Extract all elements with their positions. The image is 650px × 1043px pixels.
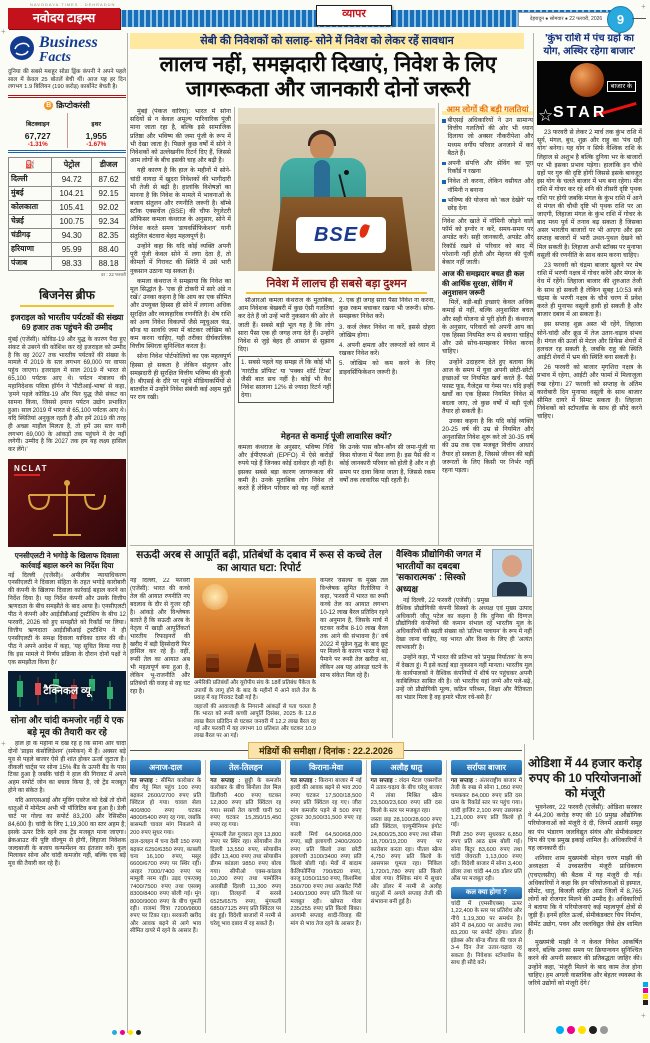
cisco-president-photo — [492, 549, 532, 597]
oil-caption: अमेरिकी प्रतिबंधों और यूरोपीय संघ के 18वें प्रतिबंध पैकेज के उपायों के लागू होने के बाद के महीनों में आने वाले तेल के प्रवाह में यह गिरावट देखी गई है। — [194, 680, 316, 701]
mars-planet-icon — [570, 63, 604, 97]
list-item — [442, 160, 533, 176]
mistake-text: अपनी संपत्ति और सेविंग का पूरा रिकॉर्ड न रखना — [447, 159, 533, 176]
diesel-cell: 88.18 — [92, 256, 126, 270]
mandi-col-header: सर्राफा बाजार — [451, 760, 522, 775]
petrol-cell: 98.33 — [52, 256, 92, 270]
table-row — [9, 214, 126, 228]
photo-person-shoulders — [497, 582, 527, 596]
table-row — [9, 256, 126, 270]
table-row — [9, 200, 126, 214]
mistake-text: निवेश तो करना, लेकिन वसीयत और नॉमिनी न बनाना — [447, 178, 533, 194]
greed-section — [238, 276, 435, 426]
bse-flame-icon — [358, 223, 370, 239]
nclat-headline: एनसीएलटी ने भगोड़े के खिलाफ दिवाला कार्रवाई बहाल करने का निर्देश दिया — [14, 551, 120, 570]
oil-barrel-icon — [206, 654, 219, 672]
divider — [130, 750, 248, 751]
lead-paragraph: मुंबई (पंकज वारिया): भारत में सोना सदियों से न केवल अमूल्य पारिवारिक पूंजी माना जाता रहा है, बल्कि इसे सामाजिक प्रतिष्ठा और भविष्य की जमा पूंजी के रूप में भी देखा जाता है। पिछले कुछ वर्षों में सोने ने निवेशकों को उल्लेखनीय रिटर्न दिए हैं, जिससे आम लोगों के बीच इसकी चाह और बढ़ी है। — [130, 108, 231, 165]
technical-headline: सोना और चांदी कमजोर नहीं ये एक बड़े मूव की तैयारी कर रहे — [10, 715, 124, 738]
greed-point: 5. जोखिम को कम करने के लिए डाइवर्सिफिकेशन जरूरी है। — [339, 360, 435, 376]
greed-point: 1. सबसे पहले यह समझ लें कि कोई भी 'गारंटीड प्रॉफिट' या 'पक्का शॉर्ट टिप्स' जैसी बात सच नहीं है। कोई भी वैध निवेश सालाना 12% से ज्यादा रिटर्न नहीं देगा। — [241, 359, 331, 400]
register-mark: + — [1, 27, 6, 36]
section-tab[interactable]: व्यापर — [316, 5, 392, 26]
photo-person-head — [502, 555, 522, 577]
astro-body — [537, 129, 642, 422]
mandi-col-grain — [130, 760, 201, 1033]
table-row — [9, 242, 126, 256]
column-rule — [524, 744, 525, 1033]
odisha-headline: ओडिशा में 44 हजार करोड़ रुपए की 10 परियोजनाओं को मंजूरी — [528, 756, 642, 800]
mandi-text: मूंगफली तेल गुजरात लूज 13,800 रुपए पर स्थिर रहा। सोयाबीन तेल दिल्ली 13,550 रुपए, सोयाबीन इंदौर 13,400 रुपए तथा सोयाबीन डीगम कांडला 9850 रुपए बोला गया। सीपीओ एक्स-कांडला 10,200 रुपए तथा पामोलिन आरबीडी दिल्ली 11,300 रुपए रहा। तिलहनों में सरसों 6525/6575 रुपए, मूंगफली 6850/7125 रुपए प्रति क्विंटल पर बंद हुई। विदेशी बाजारों में नरमी से घरेलू भाव दबाव में रह सकते हैं। — [210, 831, 282, 927]
mistakes-title: आम लोगों की बड़ी गलतियां — [442, 104, 533, 115]
table-row — [9, 186, 126, 200]
crypto-box — [8, 95, 126, 153]
mandi-columns — [130, 760, 522, 1033]
diesel-cell: 92.34 — [92, 214, 126, 228]
savings-paragraph: उनका कहना है कि यदि कोई व्यक्ति 20-25 वर्ष की उम्र से नियमित और अनुशासित निवेश शुरू करे तो 30-35 वर्ष की उम्र तक एक मजबूत वित्तीय आधार तैयार हो सकता है, जिससे जीवन की बड़ी जरूरतों के लिए किसी पर निर्भर नहीं रहना पड़ता। — [442, 417, 533, 475]
odisha-story — [528, 756, 642, 1024]
mandi-lead: गत सप्ताह : — [210, 778, 241, 784]
astro-paragraph: 26 फरवरी को बाजार मृगशिरा नक्षत्र के प्रभाव में रहेगा, आईटी और फार्मा में मिलाजुला रुख रहेगा। 27 फरवरी को सप्ताह के अंतिम कारोबारी दिन मुनाफा वसूली के साथ बाजार सीमित दायरे में सिमट सकता है। लिहाजा निवेशकों को स्टॉपलॉस के साथ ही सौदे करने चाहिए। — [537, 364, 642, 421]
epfo-title: मेहनत से कमाई पूंजी लावारिस क्यों? — [280, 431, 393, 441]
greed-intro-column — [238, 297, 334, 403]
oil-story — [130, 549, 388, 739]
mandi-col-header: किराना-मेवा — [290, 760, 361, 775]
crypto-title-row — [9, 100, 125, 111]
oil-image-column — [194, 578, 316, 739]
list-item — [442, 178, 533, 194]
business-facts-header — [8, 34, 126, 67]
crypto-name: इथर — [91, 120, 102, 128]
lead-body-column — [130, 108, 231, 544]
city-cell: पंजाब — [9, 256, 52, 270]
mandi-text: काली मिर्च 64,500/68,000 रुपए, बड़ी इलायची 2400/2600 रुपए प्रति किलो तथा छोटी इलायची 3100/3400 रुपए प्रति किलो बोली गई। मेवों में बादाम कैलिफोर्निया 790/820 रुपए, काजू 1050/1150 रुपए, किशमिश 350/700 रुपए तथा अखरोट गिरी 1400/1900 रुपए प्रति किलो पर मजबूत रही। खोपरा गोला 235/255 रुपए प्रति किलो बिका। आगामी सप्ताह शादी-विवाह की मांग से भाव तेज रहने के आसार हैं। — [290, 831, 362, 927]
cisco-paragraph: उन्होंने कहा, 'मैं भारत की प्रतिभा को 'प्रमुख निर्यातक' के रूप में देखता हूं। मैं इसे कतई बड़ा नुकसान नहीं मानता। भारतीय मूल के कार्यपालकों ने वैश्विक कंपनियों में शीर्ष पर पहुंचकर अपनी काबिलियत साबित की है। जो भारतीय यहां जन्मे और पले-बढ़े, उन्हें जो प्रौद्योगिकी मूल्य, कठिन परिश्रम, शिक्षा और नैतिकता का भंडार मिला है वह हमारे भीतर रचे-बसे हैं।' — [396, 655, 532, 701]
mandi-lead: गत सप्ताह : — [370, 778, 397, 784]
left-rail — [8, 34, 126, 1034]
lead-paragraph: यही कारण है कि हाल के महीनों में सोने-चांदी वायदा में खुदरा निवेशकों की भागीदारी भी तेजी से बढ़ी है। हालांकि विशेषज्ञों का मानना है कि निवेश के मामले में भावनाओं के बजाय संतुलन और रणनीति जरूरी है। बॉम्बे स्टॉक एक्सचेंज (BSE) की चीफ रेगुलेटरी ऑफिसर कमला कंथराज के अनुसार, सोने में निवेश करते समय 'डायवर्सिफिकेशन' यानी संतुलित बंटवारा बेहद महत्वपूर्ण है। — [130, 167, 231, 240]
paper-name: नवोदय टाइम्स — [8, 8, 120, 29]
technical-view-graphic — [8, 671, 126, 711]
astro-paragraph: 23 फरवरी से लेकर 2 मार्च तक कुंभ राशि में सूर्य, मंगल, बुध, शुक्र और राहु का 'पंच ग्रही योग' बनेगा। यह योग न सिर्फ वैश्विक राशि के लिहाज से अशुभ है बल्कि दुनिया भर के बाजारों पर भी इसका प्रभाव पड़ेगा। हालांकि इन चौथे ग्रहों पर गुरु की दृष्टि होगी जिससे इसके बावजूद इस योग के चलते बाजार में भय बना रहेगा। मीन राशि में गोचर कर रहे शनि की तीसरी दृष्टि पृथक राशि पर होगी जबकि मंगल के कुंभ राशि में आने से मंगल की चौथी दृष्टि भी पृथक राशि पर आ जाएगी, लिहाजा मंगल के कुंभ राशि में गोचर के बाद मध्य पूर्व में तनाव बढ़ सकता है जिसका असर भारतीय बाजारों पर भी आएगा और इस सप्ताह बाजारों में भारी उथल-पुथल देखने को मिल सकती है। लिहाजा अभी स्टॉक्स पर मुनाफा वसूली की रणनीति के साथ काम करना चाहिए। — [537, 129, 642, 259]
greed-point-box — [238, 356, 334, 403]
greed-point: 2. एक ही जगह सारा पैसा निवेश ना करना, कुछ रकम बचाकर रखना भी जरूरी। सोच-समझकर निवेश करें। — [339, 297, 435, 321]
petrol-cell: 94.72 — [52, 172, 92, 186]
petrol-cell: 105.41 — [52, 200, 92, 214]
city-cell: चंडीगढ़ — [9, 228, 52, 242]
microphone-icon — [344, 170, 349, 175]
bullet-square-icon — [442, 180, 446, 184]
scales-of-justice-icon — [8, 477, 126, 547]
petrol-cell: 94.30 — [52, 228, 92, 242]
bazaar-ke-label: बाजार के — [607, 81, 636, 92]
crypto-change: -1.67% — [86, 140, 107, 148]
oil-column-3: केप्लर 'वेसल्स' के मुख्य तेल विश्लेषक सुमित रितोलिया ने कहा, 'फरवरी में भारत का रूसी कच्चे तेल का आयात लगभग 10-12 लाख बैरल प्रतिदिन रहने का अनुमान है, जिसके मार्च में घटकर करीब 8-10 लाख बैरल तक आने की संभावना है।' वर्ष 2022 में यूक्रेन युद्ध के बाद छूट पर मिलने के कारण भारत ने बड़े पैमाने पर रूसी तेल खरीदा था, लेकिन अब यह आंकड़ा घटने के साफ संकेत मिल रहे हैं। — [320, 578, 388, 680]
mandi-text: गिन्नी 250 रुपए सुधरकर 6,850 रुपए प्रति आठ ग्राम बोली गई। सोना बिटुर 83,600 रुपए तथा चांदी जेवराती 1,13,000 रुपए रही। विदेशी बाजार में सोना 3,400 डॉलर तथा चांदी 44.05 डॉलर प्रति औंस पर मजबूत रही। — [450, 831, 522, 883]
technical-paragraph: यदि आरएसआई और मूविंग एवरेज को देखें तो दोनों धातुओं में मोमेंटम अभी भी पॉजिटिव बना हुआ है। डेली चार्ट पर गोल्ड का सपोर्ट 83,200 और रेसिस्टेंस 84,600 है। चांदी के लिए 1,19,300 का स्तर अहम है; इसके ऊपर टिके रहने तक ट्रेंड मजबूत माना जाएगा। ब्रेकआउट की पुष्टि वॉल्यूम से होगी, लिहाजा निवेशक जल्दबाजी के बजाय कन्फर्मेशन का इंतजार करें। कुल मिलाकर सोना और चांदी कमजोर नहीं, बल्कि एक बड़े मूव की तैयारी कर रहे हैं। — [8, 798, 126, 868]
crypto-value: 67,727 — [24, 130, 51, 141]
business-brief-title: बिजनेस ब्रीफ — [20, 286, 114, 307]
epfo-section — [238, 430, 435, 544]
nclat-image-accent — [14, 474, 40, 476]
glow-decoration — [202, 584, 228, 610]
table-row — [9, 172, 126, 186]
register-mark: + — [641, 1011, 646, 1020]
bse-logo-panel — [296, 217, 386, 253]
petrol-cell: 100.75 — [52, 214, 92, 228]
star-label: STAR — [553, 104, 608, 121]
mandi-text: लंदन मेटल एक्सचेंज में उतार-चढ़ाव के बीच घरेलू बाजार में तांबा मिश्रित स्क्रैप 23,500/23,600 रुपए प्रति दस किलो के स्तर पर मजबूत रहा। — [370, 778, 442, 814]
greed-point: 4. अपनी क्षमता और जरूरतों को ध्यान में रखकर निवेश करें। — [339, 341, 435, 358]
nclat-image-label: NCLAT — [14, 464, 49, 474]
column-rule — [392, 550, 393, 738]
lead-paragraph: सोना निवेश पोर्टफोलियो का एक महत्वपूर्ण हिस्सा हो सकता है लेकिन संतुलन और समझदारी ही सुरक्षित वित्तीय भविष्य की कुंजी है। बीएसई के दौरे पर पहुंचे मीडियाकर्मियों से बातचीत में उन्होंने निवेश संबंधी कई अहम मुद्दों पर राय रखी। — [130, 353, 231, 402]
bullet-square-icon — [442, 162, 446, 166]
mandi-bar — [130, 742, 522, 759]
cisco-body — [396, 598, 532, 703]
astro-column — [537, 33, 642, 740]
business-facts-subtitle: Facts — [39, 50, 71, 65]
technical-paragraph: हाल ही के महीनों में देख रहे हैं कि सोना और चांदी दोनों 'प्राइस कंसोलिडेशन' (समेकन) में हैं। अक्सर बड़े मूव से पहले बाजार ऐसे ही शांत होकर ऊर्जा जुटाता है। वीकली चार्ट्स पर सोना 15% बैंड के ऊपरी बैंड के पास टिका हुआ है जबकि चांदी ने हाल की गिरावट में अपने अहम सपोर्ट जोन का बचाव किया है, जो ट्रेंड मजबूत होने का संकेत है। — [8, 740, 126, 795]
fuel-pump-icon: ⛽ — [9, 157, 52, 172]
greed-intro: सीआरओ कमला कंथराज के मुताबिक, आम निवेशक बेखबरी में कुछ ऐसी गलतियां कर देते हैं जो उन्हें भारी नुकसान की ओर ले जाती हैं। सबसे बड़ी भूल यह है कि लोग सारा पैसा एक ही जगह लगा देते हैं। उन्होंने निवेश से जुड़े बेहद ही आसान से सुझाव दिए। — [238, 297, 334, 354]
crypto-name: बिटक्वाइन — [25, 120, 50, 128]
fuel-col-petrol: पेट्रोल — [52, 157, 92, 172]
fuel-price-table — [8, 157, 126, 271]
petrol-cell: 104.21 — [52, 186, 92, 200]
astro-headline: 'कुंभ राशि में पंच ग्रहों का योग, अस्थिर रहेगा बाजार' — [543, 33, 636, 57]
dateline: देहरादून ● सोमवार ● 22 फरवरी, 2026 — [518, 12, 614, 27]
column-rule — [438, 103, 439, 545]
list-item — [442, 197, 533, 213]
astro-paragraph: इस सप्ताह शुक्र अस्त भी रहेंगे, लिहाजा सोने-चांदी और क्रूड में तेज उतार-चढ़ाव संभव है। मंगल की ऊर्जा से मेटल और डिफेंस शेयरों में हलचल रह सकती है, जबकि राहु की स्थिति आईटी शेयरों में भ्रम की स्थिति बना सकती है। — [537, 321, 642, 362]
mandi-text: किराना बाजार में नई हल्दी की आवक बढ़ने से भाव 200 रुपए घटकर 17,500/18,500 रुपए प्रति क्विंटल रह गए। जीरा मांग कमजोर पड़ने से 500 रुपए टूटकर 30,500/31,500 रुपए रह गया। — [290, 778, 362, 829]
mandi-text: दाल-दलहन में चना देसी 150 रुपए बढ़कर 6250/6350 रुपए, काबली चना 16,100 रुपए, मसूर 6600/6700 रुपए पर स्थिर रही। अरहर 7000/7400 रुपए पर मामूली नरम रही। उड़द एफएक्यू 7400/7500 रुपए तथा एसक्यू 8300/8400 रुपए बोली गई। मूंग 8000/9000 रुपए के बीच घूमती रही। राजमां चित्रा 7200/9800 रुपए पर टिका रहा। सरकारी खरीद और आवक बढ़ने से आगे भाव सीमित दायरे में रहने के आसार हैं। — [130, 839, 202, 935]
odisha-paragraph: शनिवार शाम मुख्यमंत्री मोहन चरण माझी की अध्यक्षता में उच्चस्तरीय मंजूरी प्राधिकरण (एचएलसीए) की बैठक में यह मंजूरी दी गई। अधिकारियों ने कहा कि इन परियोजनाओं से इस्पात, सीमेंट, धातु, बिजली सहित आठ जिलों में 8,765 लोगों को रोजगार मिलने की उम्मीद है। अधिकारियों ने बताया कि ये परियोजनाएं कई महत्वपूर्ण क्षेत्रों से जुड़ी हैं। इनमें हरित ऊर्जा, सेमीकंडक्टर चिप निर्माण, सीमेंट उद्योग, पवन और जलविद्युत जैसे क्षेत्र शामिल हैं। — [528, 855, 642, 936]
bazaar-ke-star-graphic — [537, 61, 642, 125]
crypto-title: क्रिप्टोकरंसी — [56, 100, 90, 110]
bullet-square-icon — [442, 119, 446, 123]
city-cell: मुंबई — [9, 186, 52, 200]
list-item — [442, 117, 533, 158]
tomorrow-forecast-header: कल क्या होगा ? — [451, 887, 522, 899]
technical-view-label: टैक्निकल व्यू — [43, 685, 91, 698]
divider — [404, 750, 522, 751]
oil-headline: सऊदी अरब से आपूर्ति बढ़ी, प्रतिबंधों के दबाव में रूस से कच्चे तेल का आयात घटा: रिपोर्ट — [136, 549, 382, 575]
cisco-story — [396, 549, 532, 739]
crypto-item — [67, 113, 126, 148]
city-cell: कोलकाता — [9, 200, 52, 214]
fuel-table-note: दर : 22 फरवरी — [100, 271, 126, 277]
masthead-microtext: NAVODAYA TIMES . DEHRADUN — [30, 2, 116, 7]
color-registration-dots — [112, 1030, 141, 1035]
odisha-body — [528, 804, 642, 988]
oil-barrel-icon — [268, 650, 281, 668]
lead-paragraph: उन्होंने कहा कि यदि कोई व्यक्ति अपनी पूरी पूंजी केवल सोने में लगा देता है, तो कीमतों में गिरावट की स्थिति में उसे भारी नुकसान उठाना पड़ सकता है। — [130, 243, 231, 275]
technical-body — [8, 741, 126, 1034]
cisco-paragraph: नई दिल्ली, 22 फरवरी (एजेंसी) : प्रमुख वैश्विक प्रौद्योगिकी कंपनी सिस्को के अध्यक्ष एवं मुख्य उत्पाद अधिकारी जीतू पटेल का कहना है कि दुनिया की दिग्गज प्रौद्योगिकी कंपनियों की कमान संभाल रहे भारतीय मूल के अधिकारियों की बढ़ती संख्या को 'प्रतिभा पलायन' के रूप में नहीं देखा जाना चाहिए, यह भारत और विश्व के लिए ही 'अत्यंत लाभकारी' है। — [396, 597, 532, 652]
table-row — [9, 228, 126, 242]
mandi-col-header: अनाज-दाल — [130, 760, 201, 775]
mandi-col-header: अलौह धातु — [371, 760, 442, 775]
city-cell: चेन्नई — [9, 214, 52, 228]
lead-paragraph: कमला कंथराज ने समझाया कि निवेश का मूल सिद्धांत है- 'एक ही टोकरी में सारे अंडे न रखें।' उनका कहना है कि आय का एक सीमित और उपयुक्त हिस्सा ही सोने में लगाना अधिक सुरक्षित और व्यावहारिक रणनीति है। शेष राशि को अन्य निवेश विकल्पों जैसे म्यूचुअल फंड, बॉन्ड या सावधि जमा में बांटकर जोखिम को कम करना चाहिए, यही तरीका दीर्घकालिक वित्तीय स्थिरता सुनिश्चित करता है। — [130, 277, 231, 351]
lead-kicker: सेबी की निवेशकों को सलाह- सोने में निवेश को लेकर रहें सावधान — [130, 33, 524, 49]
mandi-text: छुट्टी के कमजोर कारोबार के बीच बिनौला तेल मिल डिलीवरी 400 रुपए घटकर 12,800 रुपए प्रति क्विंटल रह गया। सरसों तेल कच्ची घानी 50 रुपए घटकर 15,350/15,450 रुपए रह गया। — [210, 778, 282, 829]
fuel-col-diesel: डीजल — [92, 157, 126, 172]
mistakes-column — [442, 104, 533, 544]
bullet-square-icon — [442, 199, 446, 203]
mistake-text: भविष्य की योजना को 'कल देखेंगे' पर छोड़ देना — [447, 196, 533, 212]
tomorrow-forecast-body: चांदी में (एमसीएक्स) ऊपर 1,22,400 के स्तर पर प्रतिरोध और नीचे 1,19,300 पर समर्थन है। सोने में 84,600 पर अवरोध तथा 83,200 पर सपोर्ट रहेगा। डॉलर इंडेक्स और बॉन्ड यील्ड की चाल से 3-4 दिन तेज उतार-चढ़ाव रह सकता है। निवेशक स्टॉपलॉस के साथ ही सौदे करें। — [450, 900, 522, 966]
crypto-value: 1,955 — [85, 130, 107, 141]
diesel-cell: 92.02 — [92, 200, 126, 214]
oil-barrel-icon — [286, 654, 299, 672]
diesel-cell: 87.62 — [92, 172, 126, 186]
cmyk-strip — [643, 982, 648, 1005]
register-mark: + — [641, 2, 646, 11]
column-rule — [234, 107, 235, 545]
greed-points-column — [339, 297, 435, 403]
brief-body: मुंबई (एजेंसी)। कोविड-19 और युद्ध के कारण पैदा हुए संकट से उबरने की कोशिश कर रहे इजराइल को उम्मीद है कि वह 2027 तक भारतीय पर्यटकों की संख्या के मामले में 2019 के स्तर लगभग 69,000 पर वापस पहुंच जाएगा। इजराइल में साल 2019 में भारत से 65,100 पर्यटक आए थे। पर्यटन मंत्रालय की महानिदेशक पवित्रा हॉर्गन ने 'पीटीआई-भाषा' से कहा, 'हमने पहले कोविड-19 और फिर युद्ध जैसे संकट का सामना किया, जिससे हमारा पर्यटन उद्योग प्रभावित हुआ। साल 2019 में भारत से 65,100 पर्यटक आए थे। यदि स्थितियां अनुकूल रहती हैं और हमें 2019 की तरह ही अच्छा माहौल मिलता है, तो हमें उस स्तर यानी लगभग 69,000 के आंकड़ों तक पहुंचने में देर नहीं लगेगी। उम्मीद है कि 2027 तक हम यह लक्ष्य हासिल कर लेंगे।' — [8, 336, 126, 454]
color-registration-dots — [556, 1026, 608, 1034]
column-rule — [127, 33, 128, 1033]
mandi-lead: गत सप्ताह : — [450, 778, 478, 784]
odisha-paragraph: मुख्यमंत्री माझी ने न केवल निवेश आकर्षित करने, बल्कि उनका समय पर क्रियान्वयन सुनिश्चित करने की अपनी सरकार की प्रतिबद्धता जाहिर की। उन्होंने कहा, 'मंजूरी मिलने के बाद काम तेज होना चाहिए। हम अगली वास्तविक और बेहतर व्यवस्था के जरिये उद्योगों को मंजूरी देंगे।' — [528, 939, 642, 987]
bitcoin-icon: B — [46, 101, 52, 109]
header-rule — [632, 18, 646, 19]
nclat-body: नई दिल्ली (एजेंसी)। अपीलीय न्यायाधिकरण एनसीएलटी ने दिवाला संहिता के तहत भगोड़े कारोबारी की कंपनी के खिलाफ दिवाला कार्रवाई बहाल करने का निर्देश दिया है। यह निर्देश कंपनी और उसके वित्तीय ऋणदाता के बीच समझौते के बाद आया है। एनसीएलटी पीठ ने कंपनी और आईडीबीआई ट्रस्टीशिप के बीच 12 फरवरी, 2026 को हुए समझौते को रिकॉर्ड पर लिया। वित्तीय ऋणदाता आईडीबीआई ट्रस्टीशिप ने ही एनसीएलटी के समक्ष दिवाला याचिका दायर की थी। पीठ ने अपने आदेश में कहा, 'यह सूचित किया गया है कि इस मामले में निर्णय प्रक्रिया के दौरान दोनों पक्षों ने एक समझौता किया है।' — [8, 572, 126, 666]
business-facts-title: Business — [39, 34, 98, 51]
city-cell: हरियाणा — [9, 242, 52, 256]
savings-paragraph: उन्होंने उदाहरण देते हुए बताया कि आज के समय में युवा अपनी छोटी-छोटी इच्छाओं पर नियमित खर्च करते हैं- पैसे फास्ट फूड, गैजेट्स या गेम्स पर। यदि इन्हीं खर्चों का एक हिस्सा नियमित निवेश में बदला जाए, तो कुछ वर्षों में बड़ी पूंजी तैयार हो सकती है। — [442, 358, 533, 415]
oil-column-1: नई दिल्ली, 22 फरवरी (एजेंसी): भारत की कच्चे तेल की आयात रणनीति नए बदलाव के दौर से गुजर रही है। आंकड़े और विश्लेषक बताते हैं कि सऊदी अरब के नेतृत्व में खाड़ी आपूर्तिकर्ता भारतीय रिफाइनरों की खरीद में बड़ी हिस्सेदारी फिर हासिल कर रहे हैं। वहीं, रूसी तेल का आयात अब भी महत्वपूर्ण बना हुआ है, लेकिन भू-राजनीति और प्रतिबंधों की वजह से वह घट रहा है। — [130, 578, 190, 695]
oil-column-2: जहाजों की आवाजाही के निगरानी आंकड़ों से पता चलता है कि भारत को रूसी कच्ची आपूर्ति दिसंबर, 2025 के 12.8 लाख बैरल प्रतिदिन से घटकर जनवरी में 12.2 लाख बैरल रह गई और फरवरी में यह लगभग 10 प्रतिशत और घटकर 10.9 लाख बैरल पर आ गई। — [194, 704, 316, 739]
section-rule — [130, 545, 533, 546]
nclat-image — [8, 459, 126, 547]
star-icon: ☆ — [538, 106, 554, 125]
diesel-cell: 92.15 — [92, 186, 126, 200]
photo-person-head — [310, 134, 334, 160]
mandi-text: अंतरराष्ट्रीय बाजार में तेजी के रुख से सोना 1,050 रुपए चमककर 84,000 रुपए प्रति दस ग्राम के रिकॉर्ड स्तर पर पहुंच गया। चांदी हाजिर 2,100 रुपए उछलकर 1,21,000 रुपए प्रति किलो हो गई। — [450, 778, 522, 829]
brief-headline: इजराइल को भारतीय पर्यटकों की संख्या 69 हजार तक पहुंचने की उम्मीद — [10, 312, 124, 333]
register-mark: + — [1, 739, 6, 748]
mandi-text: जस्ता छड़ 28,100/28,600 रुपए प्रति क्विंटल, एल्युमीनियम इंगोट 24,800/25,300 रुपए तथा सीसा 18,700/19,200 रुपए पर कारोबार करता रहा। पीतल स्क्रैप 4,750 रुपए प्रति किलो के आसपास घूमता रहा। निकिल 1,720/1,780 रुपए प्रति किलो बोला गया। वैश्विक मांग में सुधार और डॉलर में नरमी से अलौह धातुओं में अगले सप्ताह तेजी की संभावना बनी हुई है। — [370, 817, 442, 905]
column-rule — [533, 33, 534, 740]
lead-headline: लालच नहीं, समझदारी दिखाएं, निवेश के लिए जागरूकता और जानकारी दोनों जरूरी — [159, 53, 497, 102]
petrol-cell: 95.99 — [52, 242, 92, 256]
mandi-lead: गत सप्ताह : — [290, 778, 317, 784]
oil-illustration — [194, 578, 316, 678]
lead-photo — [238, 108, 435, 271]
crypto-item — [9, 113, 67, 148]
crypto-change: -1.31% — [27, 140, 48, 148]
mandi-col-metals — [366, 760, 442, 1033]
business-fact-text: दुनिया की सबसे मशहूर सोडा ड्रिंक कंपनी ने अपने पहले साल में केवल 25 बोतलें बेची थीं। आज यह हर दिन लगभग 1.9 बिलियन (190 करोड़) कार्बोनेट बेचती है। — [8, 69, 126, 91]
cisco-headline: वैश्विक प्रौद्योगिकी जगत में भारतीयों का दबदबा 'सकारात्मक' : सिस्को अध्यक्ष — [396, 549, 481, 595]
epfo-body: कमला कंथराज के अनुसार, भविष्य निधि और ईपीएफओ (EPFO) में ऐसे करोड़ों रुपये पड़े हैं जिनका कोई दावेदार ही नहीं है। इसका सबसे बड़ा कारण जागरूकता की कमी है। उनके मुताबिक लोग निवेश तो करते हैं लेकिन परिवार को यह नहीं बताते कि उनके पास कौन-कौन सी जमा-पूंजी या किस योजना में पैसा लगा है। इस पैसे की न कोई जानकारी परिवार को होती है और न ही समय पर दावा किया जाता है, जिससे रकम वर्षों तक लावारिस पड़ी रहती है। — [238, 444, 435, 492]
mistake-text: बीएसई अधिकारियों ने उन सामान्य वित्तीय गलतियों की ओर भी ध्यान दिलाया जो अक्सर नौकरीपेशा और मध्यम वर्गीय परिवार अनजाने में कर बैठते हैं। — [447, 117, 533, 157]
mandi-lead: गत सप्ताह : — [130, 778, 158, 784]
photo-backdrop — [238, 108, 435, 124]
savings-body — [442, 299, 533, 475]
brain-icon — [8, 34, 36, 67]
nominee-note: निवेश और खाते में नॉमिनी जोड़ने वाले फॉर्म को इग्नोर न करें, समय-समय पर अपडेट करें। सही जानकारी, अपडेट और रिकॉर्ड रखने से परिवार को बाद में परेशानी नहीं होती और मेहनत की पूंजी बेकार नहीं जाती। — [442, 215, 533, 267]
mandi-text: सीमित कारोबार के बीच गेहूं मिल पहुंच 100 रुपए बढ़कर 2600/2700 रुपए प्रति क्विंटल हो गया। चावल सेला 400/800 रुपए घटकर 4800/5400 रुपए रह गया, जबकि बासमती चावल मांग निकलने से 200 रुपए सुधर गया। — [130, 778, 202, 836]
savings-title: आज की समझदार बचत ही कल की आर्थिक सुरक्षा, सेविंग में अनुशासन जरूरी — [442, 269, 525, 297]
greed-title: निवेश में लालच ही सबसे बड़ा दुश्मन — [246, 276, 427, 294]
mandi-col-grocery — [285, 760, 361, 1033]
diesel-cell: 88.40 — [92, 242, 126, 256]
oil-derrick-icon — [246, 642, 264, 672]
bse-logo-text: BSE — [313, 223, 359, 246]
greed-point: 3. कर्ज लेकर निवेश ना करें, इससे दोहरा जोखिम होगा। — [339, 323, 435, 339]
odisha-paragraph: भुवनेश्वर, 22 फरवरी (एजेंसी): ओडिशा सरकार ने 44,200 करोड़ रुपए की 10 प्रमुख औद्योगिक परियोजनाओं को मंजूरी दे दी, जिनमें अडानी समूह का पंप भंडारण जलविद्युत संयंत्र और सेमीकंडक्टर चिप की एक प्रमुख इकाई शामिल है। अधिकारियों ने यह जानकारी दी। — [528, 804, 642, 852]
mandi-col-oilseed — [205, 760, 281, 1033]
mandi-col-header: तेल-तिलहन — [210, 760, 281, 775]
page-number: 9 — [607, 6, 634, 33]
mandi-col-bullion — [446, 760, 522, 1033]
city-cell: दिल्ली — [9, 172, 52, 186]
mandi-bar-title: मंडियों की समीक्षा / दिनांक : 22.2.2026 — [248, 742, 404, 759]
diesel-cell: 82.35 — [92, 228, 126, 242]
astro-paragraph: 23 फरवरी को चंद्रमा बाजार खुलने पर मेष राशि में भरणी नक्षत्र में गोचर करेंगे और मंगल के वेध में रहेंगे। लिहाजा बाजार की शुरुआत तेजी के साथ हो सकती है लेकिन सुबह 10:53 बजे चंद्रमा के भरणी नक्षत्र के चौथे चरण में प्रवेश करते ही मुनाफा वसूली हावी हो सकती है और बाजार दबाव में आ सकता है। — [537, 262, 642, 319]
savings-paragraph: मिलें, बड़ी-बड़ी इच्छाएं केवल अधिक कमाई से नहीं, बल्कि अनुशासित बचत और सही योजना से पूरी होती हैं। कंथराज के अनुसार, परिवारों को अपनी आय का एक हिस्सा नियमित रूप से बचाना चाहिए और उसे सोच-समझकर निवेश करना चाहिए। — [442, 299, 533, 356]
